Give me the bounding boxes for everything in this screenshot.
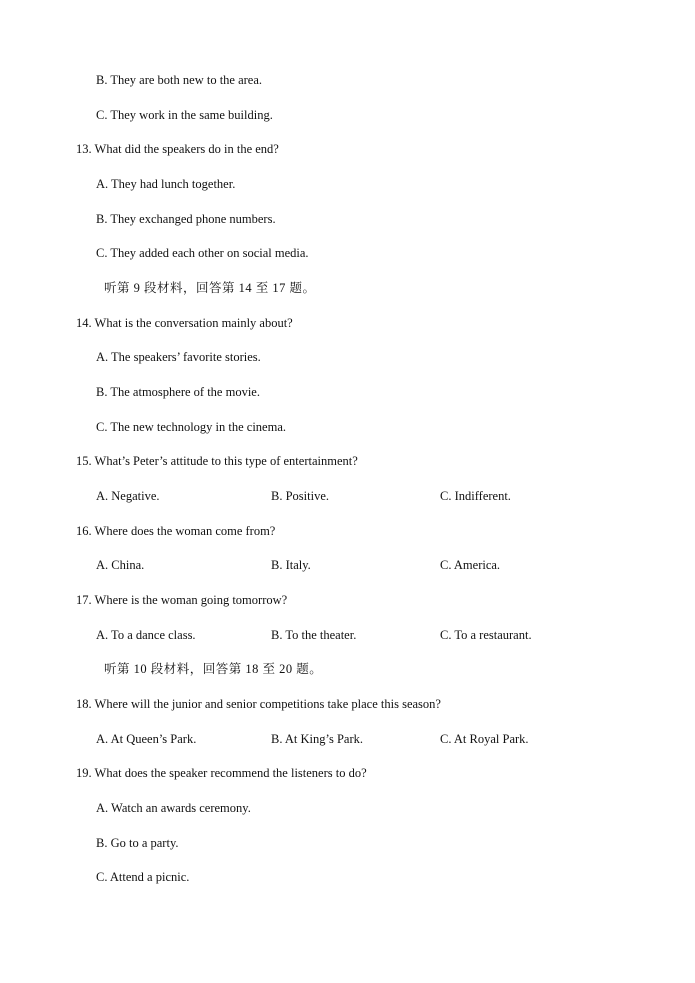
- q12-option-c: C. They work in the same building.: [96, 108, 273, 122]
- q13-option-a: A. They had lunch together.: [96, 177, 236, 191]
- q19-option-b: B. Go to a party.: [96, 836, 179, 850]
- q18-option-a: A. At Queen’s Park.: [96, 732, 197, 746]
- q14-question: 14. What is the conversation mainly about?: [76, 316, 293, 330]
- q17-question: 17. Where is the woman going tomorrow?: [76, 593, 288, 607]
- q17-option-b: B. To the theater.: [271, 628, 357, 642]
- q14-option-b: B. The atmosphere of the movie.: [96, 385, 260, 399]
- q17-option-a: A. To a dance class.: [96, 628, 196, 642]
- q18-question: 18. Where will the junior and senior competitions take place this season?: [76, 697, 441, 711]
- q17-option-c: C. To a restaurant.: [440, 628, 532, 642]
- section-9-instruction: 听第 9 段材料，回答第 14 至 17 题。: [104, 281, 316, 295]
- q16-option-c: C. America.: [440, 558, 501, 572]
- q16-option-a: A. China.: [96, 558, 145, 572]
- q15-option-b: B. Positive.: [271, 489, 329, 503]
- q15-option-a: A. Negative.: [96, 489, 160, 503]
- q16-question: 16. Where does the woman come from?: [76, 524, 276, 538]
- q15-option-c: C. Indifferent.: [440, 489, 511, 503]
- q19-option-a: A. Watch an awards ceremony.: [96, 801, 251, 815]
- q18-option-c: C. At Royal Park.: [440, 732, 529, 746]
- q15-question: 15. What’s Peter’s attitude to this type of entertainment?: [76, 454, 358, 468]
- q19-option-c: C. Attend a picnic.: [96, 870, 190, 884]
- q13-option-b: B. They exchanged phone numbers.: [96, 212, 276, 226]
- q13-question: 13. What did the speakers do in the end?: [76, 142, 279, 156]
- q19-question: 19. What does the speaker recommend the listeners to do?: [76, 766, 367, 780]
- q12-option-b: B. They are both new to the area.: [96, 73, 263, 87]
- q18-option-b: B. At King’s Park.: [271, 732, 364, 746]
- q14-option-c: C. The new technology in the cinema.: [96, 420, 286, 434]
- q16-option-b: B. Italy.: [271, 558, 311, 572]
- q14-option-a: A. The speakers’ favorite stories.: [96, 350, 261, 364]
- section-10-instruction: 听第 10 段材料，回答第 18 至 20 题。: [104, 662, 323, 676]
- q13-option-c: C. They added each other on social media.: [96, 246, 309, 260]
